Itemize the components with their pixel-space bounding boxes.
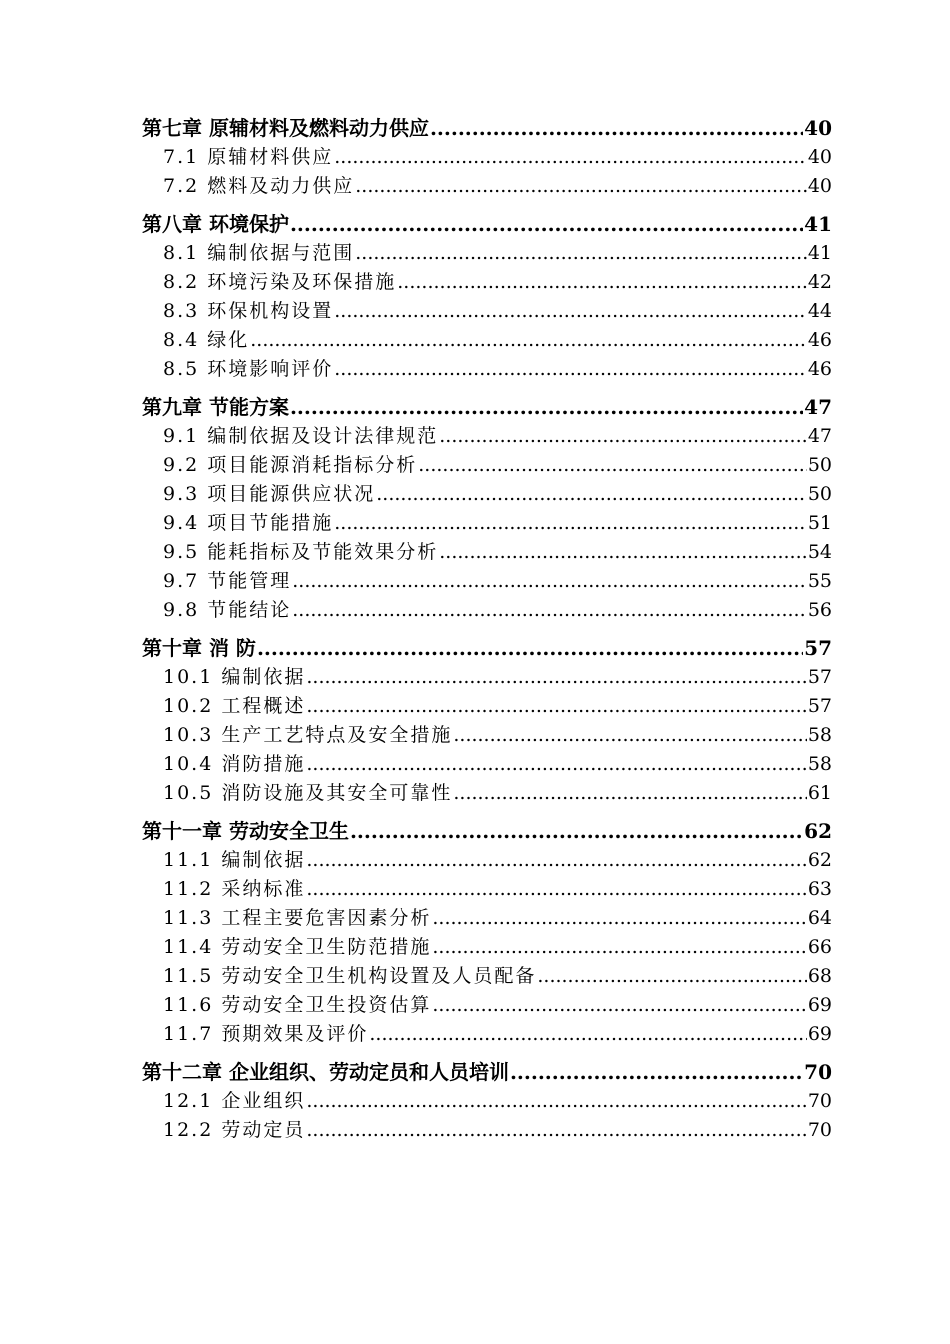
toc-entry-page-number: 40 — [807, 146, 832, 168]
toc-entry-page-number: 50 — [807, 483, 832, 505]
toc-entry-page-number: 42 — [807, 271, 832, 293]
toc-entry-title: 11.1 编制依据 — [163, 849, 306, 871]
dot-leader — [334, 143, 807, 172]
dot-leader — [453, 779, 806, 808]
toc-entry-page-number: 58 — [807, 724, 832, 746]
toc-section-entry[interactable] — [142, 991, 832, 1020]
dot-leader — [306, 1116, 806, 1145]
dot-leader — [306, 750, 806, 779]
toc-entry-title: 第九章 节能方案 — [142, 395, 289, 419]
toc-entry-title: 9.4 项目节能措施 — [163, 512, 334, 534]
toc-entry-title: 第七章 原辅材料及燃料动力供应 — [142, 116, 429, 140]
toc-entry-page-number: 64 — [807, 907, 832, 929]
dot-leader — [510, 1058, 803, 1087]
dot-leader — [306, 1087, 806, 1116]
toc-entry-title: 9.3 项目能源供应状况 — [163, 483, 376, 505]
dot-leader — [334, 297, 807, 326]
dot-leader — [355, 172, 807, 201]
dot-leader — [334, 509, 807, 538]
toc-section-entry[interactable] — [142, 962, 832, 991]
toc-entry-title: 11.6 劳动安全卫生投资估算 — [163, 994, 432, 1016]
toc-section-entry[interactable] — [142, 355, 832, 384]
toc-section-entry[interactable] — [142, 172, 832, 201]
toc-chapter-entry[interactable] — [142, 817, 832, 846]
toc-entry-page-number: 70 — [807, 1090, 832, 1112]
toc-entry-title: 11.4 劳动安全卫生防范措施 — [163, 936, 432, 958]
dot-leader — [334, 355, 807, 384]
dot-leader — [397, 268, 807, 297]
toc-section-entry[interactable] — [142, 663, 832, 692]
toc-entry-title: 12.2 劳动定员 — [163, 1119, 306, 1141]
toc-chapter-entry[interactable] — [142, 634, 832, 663]
dot-leader — [537, 962, 806, 991]
toc-section-entry[interactable] — [142, 779, 832, 808]
toc-entry-page-number: 68 — [807, 965, 832, 987]
toc-section-entry[interactable] — [142, 297, 832, 326]
toc-entry-page-number: 46 — [807, 358, 832, 380]
dot-leader — [306, 846, 806, 875]
toc-entry-page-number: 70 — [807, 1119, 832, 1141]
toc-section-entry[interactable] — [142, 422, 832, 451]
toc-entry-title: 9.7 节能管理 — [163, 570, 292, 592]
toc-section-entry[interactable] — [142, 692, 832, 721]
dot-leader — [439, 422, 807, 451]
toc-entry-title: 10.1 编制依据 — [163, 666, 306, 688]
dot-leader — [350, 817, 803, 846]
toc-entry-page-number: 40 — [804, 116, 832, 140]
toc-section-entry[interactable] — [142, 538, 832, 567]
dot-leader — [439, 538, 807, 567]
toc-entry-title: 10.4 消防措施 — [163, 753, 306, 775]
toc-section-entry[interactable] — [142, 904, 832, 933]
toc-section-entry[interactable] — [142, 567, 832, 596]
dot-leader — [292, 596, 807, 625]
dot-leader — [257, 634, 803, 663]
toc-entry-title: 10.5 消防设施及其安全可靠性 — [163, 782, 453, 804]
dot-leader — [453, 721, 806, 750]
toc-entry-page-number: 63 — [807, 878, 832, 900]
dot-leader — [306, 875, 806, 904]
dot-leader — [432, 991, 806, 1020]
toc-entry-title: 第十一章 劳动安全卫生 — [142, 819, 349, 843]
toc-entry-page-number: 62 — [807, 849, 832, 871]
toc-section-entry[interactable] — [142, 750, 832, 779]
toc-entry-title: 12.1 企业组织 — [163, 1090, 306, 1112]
toc-entry-title: 7.2 燃料及动力供应 — [163, 175, 355, 197]
toc-section-entry[interactable] — [142, 1020, 832, 1049]
toc-section-entry[interactable] — [142, 933, 832, 962]
toc-entry-title: 8.2 环境污染及环保措施 — [163, 271, 397, 293]
toc-section-entry[interactable] — [142, 721, 832, 750]
toc-entry-page-number: 69 — [807, 994, 832, 1016]
toc-entry-title: 11.7 预期效果及评价 — [163, 1023, 369, 1045]
dot-leader — [355, 239, 807, 268]
toc-entry-page-number: 58 — [807, 753, 832, 775]
toc-section-entry[interactable] — [142, 326, 832, 355]
toc-entry-title: 11.5 劳动安全卫生机构设置及人员配备 — [163, 965, 537, 987]
toc-entry-title: 9.8 节能结论 — [163, 599, 292, 621]
dot-leader — [432, 933, 806, 962]
toc-chapter-entry[interactable] — [142, 1058, 832, 1087]
toc-section-entry[interactable] — [142, 239, 832, 268]
toc-entry-page-number: 44 — [807, 300, 832, 322]
dot-leader — [290, 393, 803, 422]
table-of-contents — [142, 114, 832, 1145]
toc-section-entry[interactable] — [142, 143, 832, 172]
dot-leader — [376, 480, 807, 509]
toc-section-entry[interactable] — [142, 1087, 832, 1116]
toc-entry-page-number: 40 — [807, 175, 832, 197]
toc-section-entry[interactable] — [142, 480, 832, 509]
toc-entry-title: 8.4 绿化 — [163, 329, 250, 351]
toc-entry-page-number: 69 — [807, 1023, 832, 1045]
toc-entry-title: 8.5 环境影响评价 — [163, 358, 334, 380]
toc-chapter-entry[interactable] — [142, 393, 832, 422]
toc-entry-page-number: 46 — [807, 329, 832, 351]
toc-entry-title: 8.1 编制依据与范围 — [163, 242, 355, 264]
toc-section-entry[interactable] — [142, 596, 832, 625]
dot-leader — [306, 663, 806, 692]
toc-chapter-entry[interactable] — [142, 114, 832, 143]
toc-entry-page-number: 61 — [807, 782, 832, 804]
dot-leader — [430, 114, 803, 143]
toc-entry-title: 11.2 采纳标准 — [163, 878, 306, 900]
toc-entry-page-number: 41 — [804, 212, 832, 236]
toc-entry-page-number: 47 — [807, 425, 832, 447]
toc-entry-page-number: 50 — [807, 454, 832, 476]
toc-section-entry[interactable] — [142, 268, 832, 297]
toc-entry-page-number: 47 — [804, 395, 832, 419]
toc-entry-title: 7.1 原辅材料供应 — [163, 146, 334, 168]
toc-entry-page-number: 56 — [807, 599, 832, 621]
toc-chapter-entry[interactable] — [142, 210, 832, 239]
dot-leader — [250, 326, 807, 355]
dot-leader — [306, 692, 806, 721]
toc-entry-title: 9.2 项目能源消耗指标分析 — [163, 454, 418, 476]
toc-entry-title: 9.1 编制依据及设计法律规范 — [163, 425, 439, 447]
toc-section-entry[interactable] — [142, 875, 832, 904]
toc-entry-page-number: 62 — [804, 819, 832, 843]
toc-section-entry[interactable] — [142, 509, 832, 538]
toc-entry-title: 11.3 工程主要危害因素分析 — [163, 907, 432, 929]
toc-section-entry[interactable] — [142, 1116, 832, 1145]
toc-entry-page-number: 66 — [807, 936, 832, 958]
toc-entry-page-number: 57 — [807, 695, 832, 717]
toc-entry-title: 10.2 工程概述 — [163, 695, 306, 717]
toc-entry-title: 9.5 能耗指标及节能效果分析 — [163, 541, 439, 563]
toc-section-entry[interactable] — [142, 846, 832, 875]
toc-entry-page-number: 57 — [804, 636, 832, 660]
toc-entry-title: 10.3 生产工艺特点及安全措施 — [163, 724, 453, 746]
dot-leader — [290, 210, 803, 239]
toc-entry-title: 8.3 环保机构设置 — [163, 300, 334, 322]
toc-entry-page-number: 54 — [807, 541, 832, 563]
dot-leader — [418, 451, 807, 480]
toc-entry-page-number: 70 — [804, 1060, 832, 1084]
toc-section-entry[interactable] — [142, 451, 832, 480]
toc-entry-page-number: 55 — [807, 570, 832, 592]
toc-entry-page-number: 51 — [807, 512, 832, 534]
dot-leader — [432, 904, 806, 933]
toc-entry-title: 第八章 环境保护 — [142, 212, 289, 236]
dot-leader — [292, 567, 807, 596]
dot-leader — [369, 1020, 806, 1049]
toc-entry-title: 第十二章 企业组织、劳动定员和人员培训 — [142, 1060, 509, 1084]
toc-entry-page-number: 41 — [807, 242, 832, 264]
toc-entry-title: 第十章 消 防 — [142, 636, 256, 660]
toc-entry-page-number: 57 — [807, 666, 832, 688]
